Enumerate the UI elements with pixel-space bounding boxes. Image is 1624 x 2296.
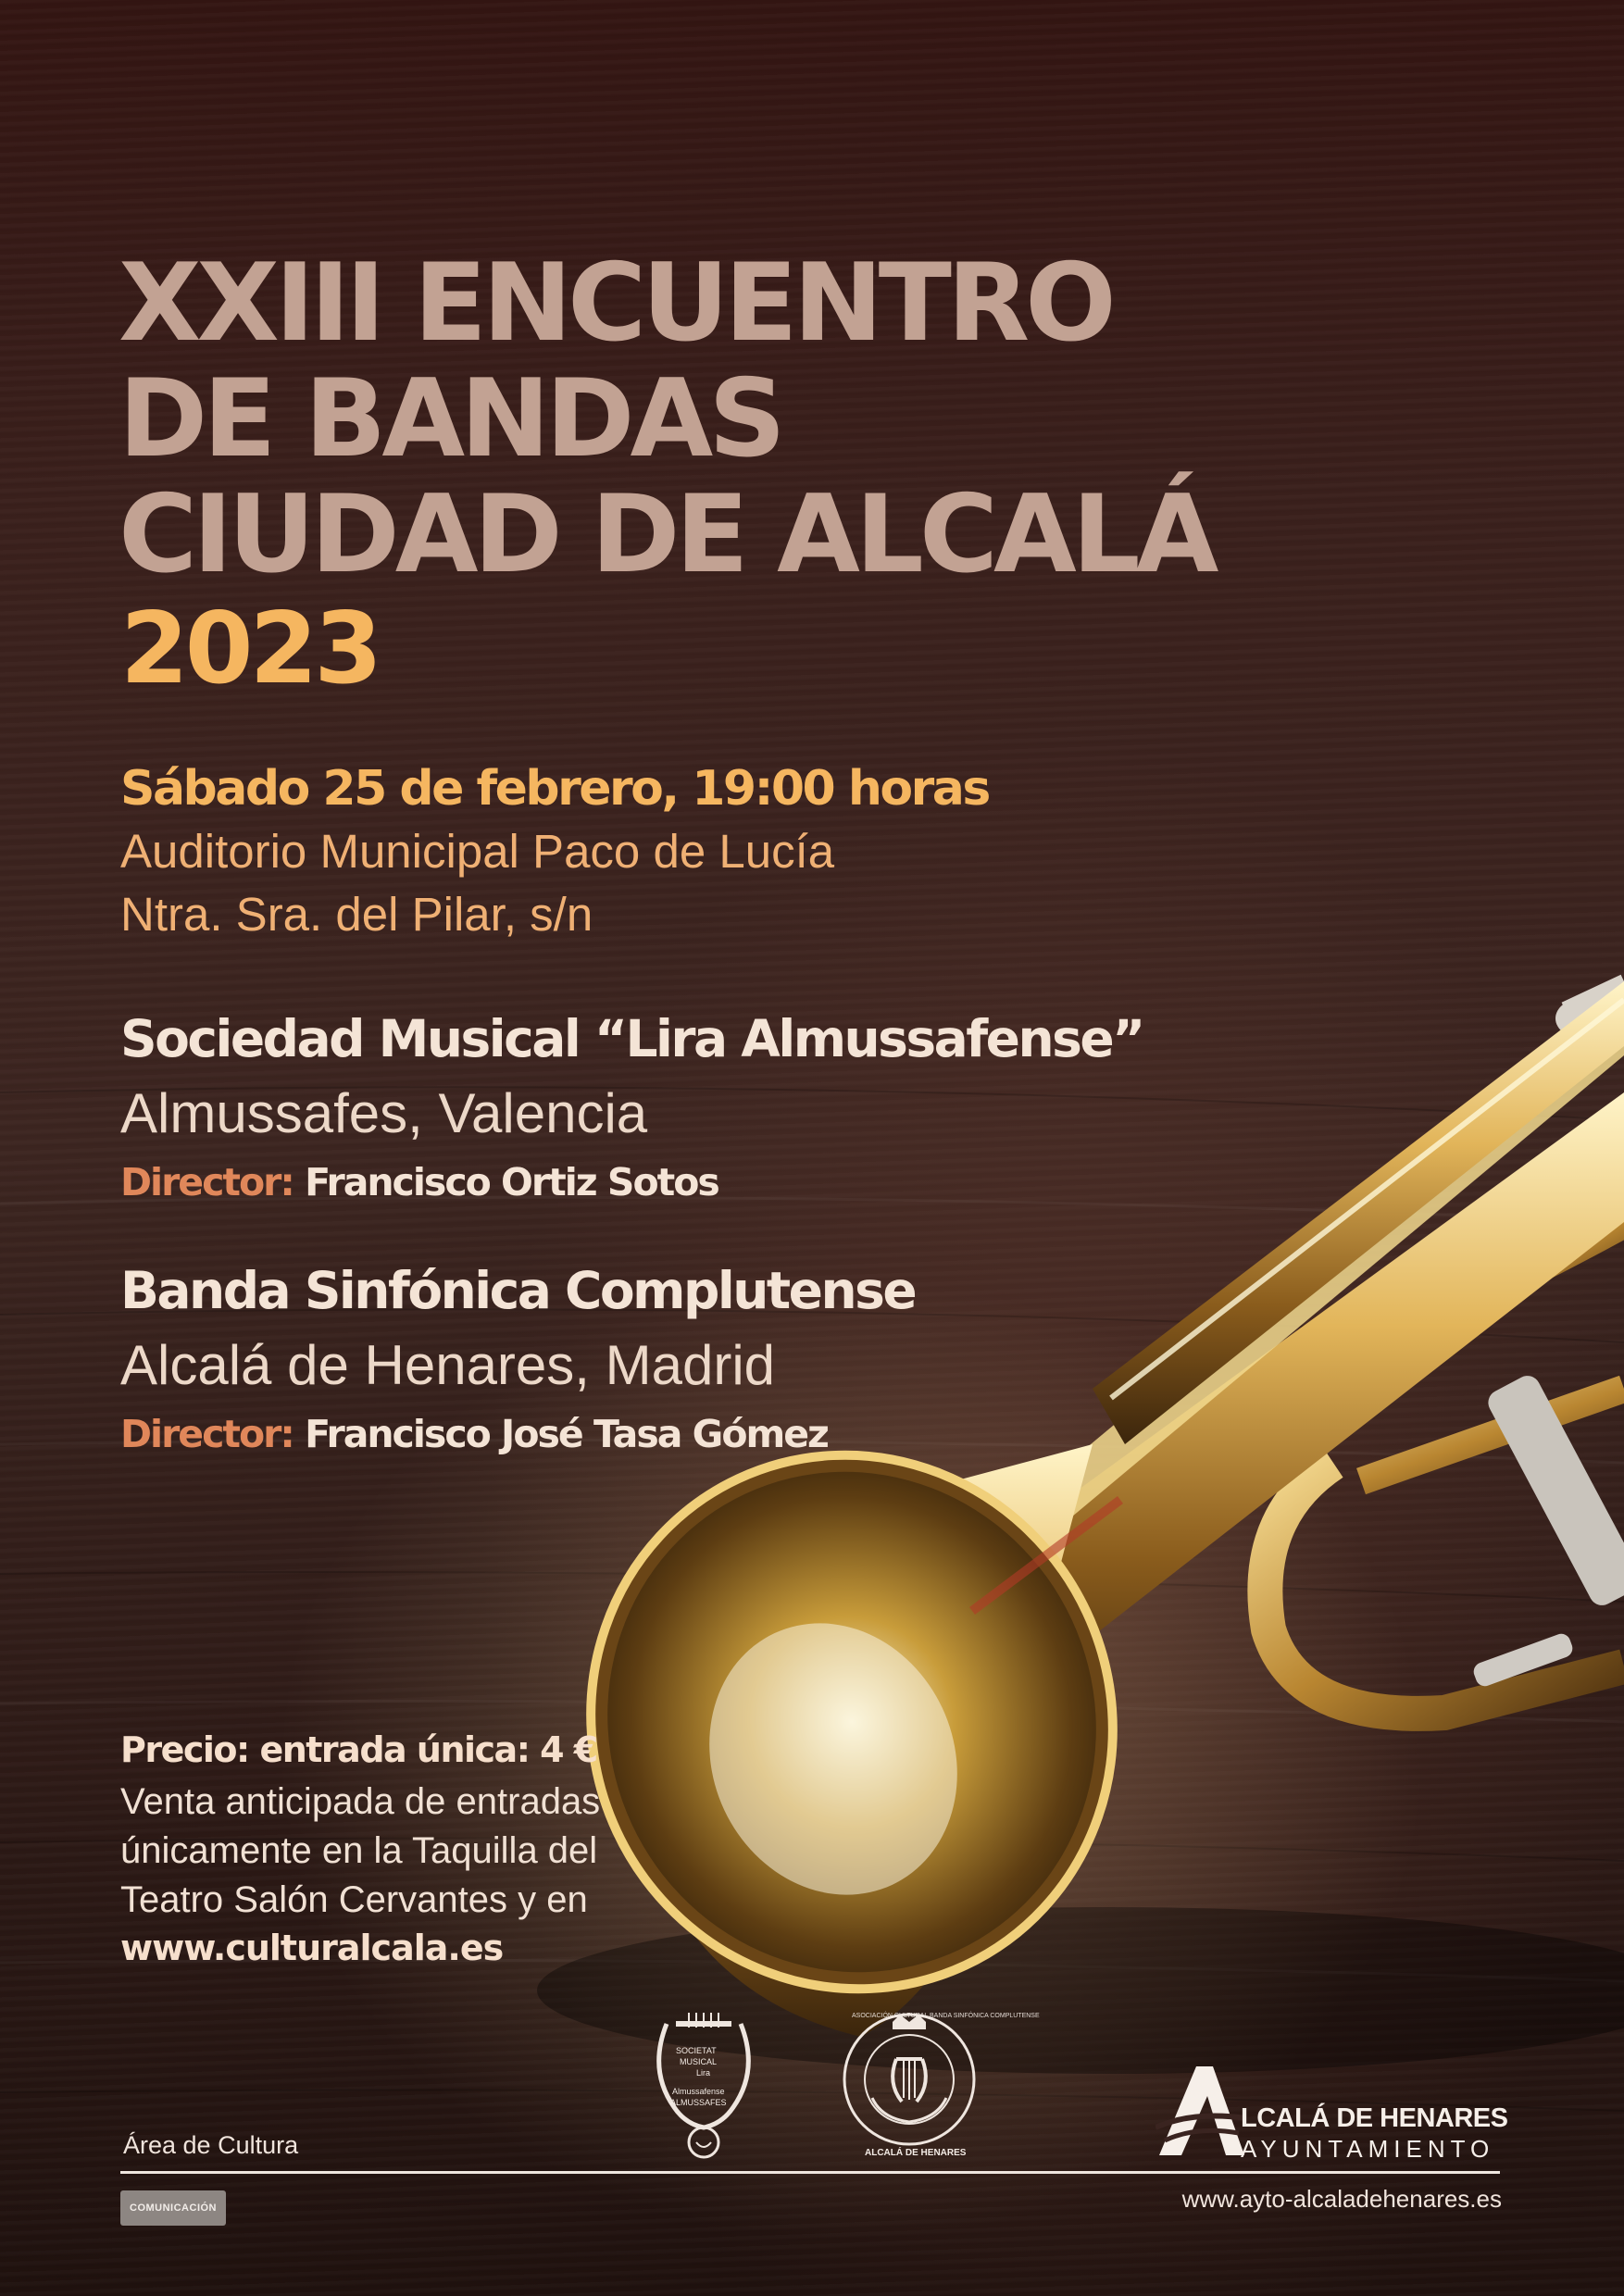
banda-complutense-logo <box>835 2009 1040 2158</box>
societat-line-2: MUSICAL <box>680 2057 718 2066</box>
ayuntamiento-name: LCALÁ DE HENARES <box>1241 2103 1508 2133</box>
band-2-name: Banda Sinfónica Complutense <box>120 1261 916 1320</box>
letter-a-icon <box>1156 2063 1246 2159</box>
title-line-1: XXIII ENCUENTRO <box>119 241 1112 366</box>
societat-musical-logo <box>648 2005 759 2161</box>
band-1-director <box>120 1160 718 1204</box>
societat-line-4: Almussafense <box>672 2087 725 2096</box>
ticket-website-link[interactable]: www.culturalcala.es <box>120 1928 504 1968</box>
lyre-icon <box>648 2005 759 2161</box>
laurel-lyre-icon <box>835 2009 983 2157</box>
footer-divider <box>120 2171 1500 2174</box>
director-name: Francisco Ortiz Sotos <box>305 1160 718 1204</box>
ticket-sale-line-1: Venta anticipada de entradas <box>120 1781 601 1822</box>
director-label: Director: <box>120 1160 294 1204</box>
title-line-3: CIUDAD DE ALCALÁ <box>119 472 1215 597</box>
ticket-sale-line-2: únicamente en la Taquilla del <box>120 1830 598 1871</box>
footer-website-link[interactable]: www.ayto-alcaladehenares.es <box>1181 2185 1502 2213</box>
comunicacion-badge: COMUNICACIÓN <box>120 2190 226 2226</box>
title-line-2: DE BANDAS <box>119 356 781 481</box>
societat-line-1: SOCIETAT <box>676 2046 717 2055</box>
event-date: Sábado 25 de febrero, 19:00 horas <box>120 761 989 817</box>
director-label: Director: <box>120 1412 294 1456</box>
societat-line-5: ALMUSSAFES <box>670 2098 727 2107</box>
title-year: 2023 <box>120 592 380 705</box>
band-2-place: Alcalá de Henares, Madrid <box>120 1334 776 1396</box>
event-address: Ntra. Sra. del Pilar, s/n <box>120 888 593 941</box>
area-de-cultura: Área de Cultura <box>123 2131 299 2159</box>
band-2-director <box>120 1412 828 1456</box>
asociacion-ring-text: ASOCIACIÓN CULTURAL BANDA SINFÓNICA COMPLUTENSE <box>852 2013 1040 2019</box>
band-1-name: Sociedad Musical “Lira Almussafense” <box>120 1009 1143 1068</box>
societat-line-3: Lira <box>696 2068 711 2078</box>
band-1-place: Almussafes, Valencia <box>120 1082 648 1144</box>
ayuntamiento-sub: AYUNTAMIENTO <box>1241 2135 1495 2163</box>
asociacion-bottom-text: ALCALÁ DE HENARES <box>865 2148 967 2158</box>
event-venue: Auditorio Municipal Paco de Lucía <box>120 825 835 878</box>
director-name: Francisco José Tasa Gómez <box>305 1412 828 1456</box>
ticket-price: Precio: entrada única: 4 € <box>120 1729 597 1770</box>
ticket-sale-line-3: Teatro Salón Cervantes y en <box>120 1879 588 1920</box>
